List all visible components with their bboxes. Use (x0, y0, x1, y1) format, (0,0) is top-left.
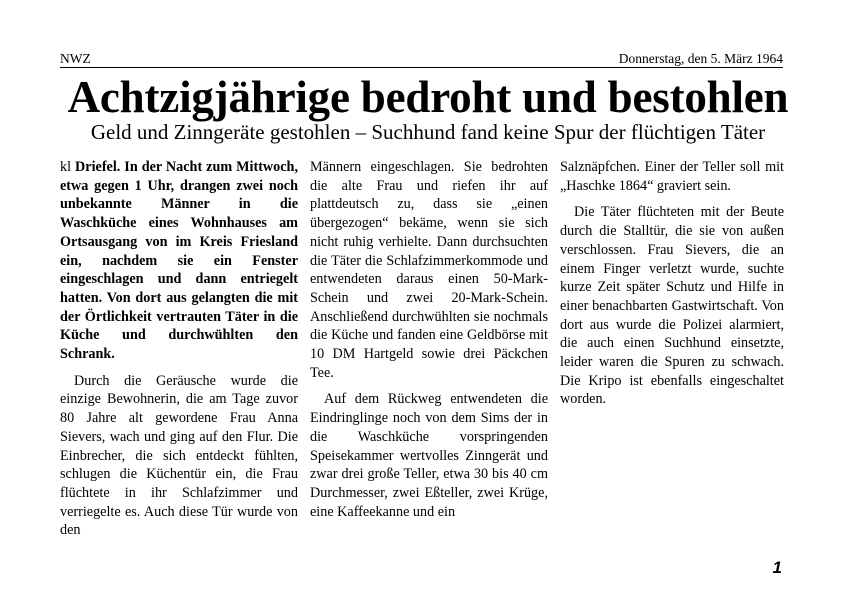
column-3 (560, 158, 784, 409)
body-paragraph-5: Die Täter flüchteten mit der Beute durch die Stalltür, die sie von außen verschlossen. Frau Sievers, die an einem Finger verletzt wurde, suchte kurze Zeit später Schutz und Hilfe in einer benachbarten Gastwirtschaft. Von dort aus wurde die Polizei alarmiert, die auch einen Suchhund einsetzte, leider waren die Spuren zu schwach. Die Kripo ist ebenfalls eingeschaltet worden. (560, 204, 784, 408)
body-paragraph-1: Durch die Geräusche wurde die einzige Bewohnerin, die am Tage zuvor 80 Jahre alt gewordene Frau Anna Sievers, wach und ging auf den Flur. Die Einbrecher, die sich entdeckt fühlten, schlugen die Küchentür ein, die Frau flüchtete in ihr Schlafzimmer und verriegelte es. Auch diese Tür wurde von den (60, 372, 298, 539)
body-paragraph-2: Männern eingeschlagen. Sie bedrohten die alte Frau und riefen ihr auf plattdeutsch zu, dass sie „einen übergezogen“ bekäme, wenn sie sich nicht ruhig verhielte. Dann durchsuchten die Täter die Schlafzimmerkommode und entwendeten daraus einen 50-Mark-Schein und zwei 20-Mark-Schein. Anschließend durchwühlten sie nochmals die Küche und fanden eine Geldbörse mit 10 DM Hartgeld sowie drei Päckchen Tee. (310, 159, 548, 381)
lead-paragraph (60, 158, 298, 364)
column-1 (60, 158, 298, 540)
masthead (60, 52, 783, 66)
headline: Achtzigjährige bedroht und bestohlen (67, 72, 789, 122)
body-paragraph-3: Auf dem Rückweg entwendeten die Eindringlinge noch von dem Sims der in die Waschküche vorspringenden Speisekammer wertvolles Zinngerät und zwar drei große Teller, etwa 30 bis 40 cm Durchmesser, zwei Eßteller, zwei Krüge, eine Kaffeekanne und ein (310, 391, 548, 520)
body-paragraph-4: Salznäpfchen. Einer der Teller soll mit „Haschke 1864“ graviert sein. (560, 159, 784, 194)
newspaper-name: NWZ (60, 51, 91, 66)
page-number: 1 (772, 558, 782, 577)
lead-text: Driefel. In der Nacht zum Mittwoch, etwa gegen 1 Uhr, drangen zwei noch unbekannte Männer in die Waschküche eines Wohnhauses am Ortsausgang von im Kreis Friesland ein, nachdem sie ein Fenster eingeschlagen und dann entriegelt hatten. Von dort aus gelangten die mit der Örtlichkeit vertrauten Täter in die Küche und durchwühlten den Schrank. (60, 159, 298, 363)
masthead-rule (60, 67, 783, 68)
byline: kl (60, 159, 72, 175)
column-2 (310, 158, 548, 521)
issue-date: Donnerstag, den 5. März 1964 (618, 51, 783, 66)
subheadline: Geld und Zinngeräte gestohlen – Suchhund fand keine Spur der flüchtigen Täter (90, 120, 766, 144)
